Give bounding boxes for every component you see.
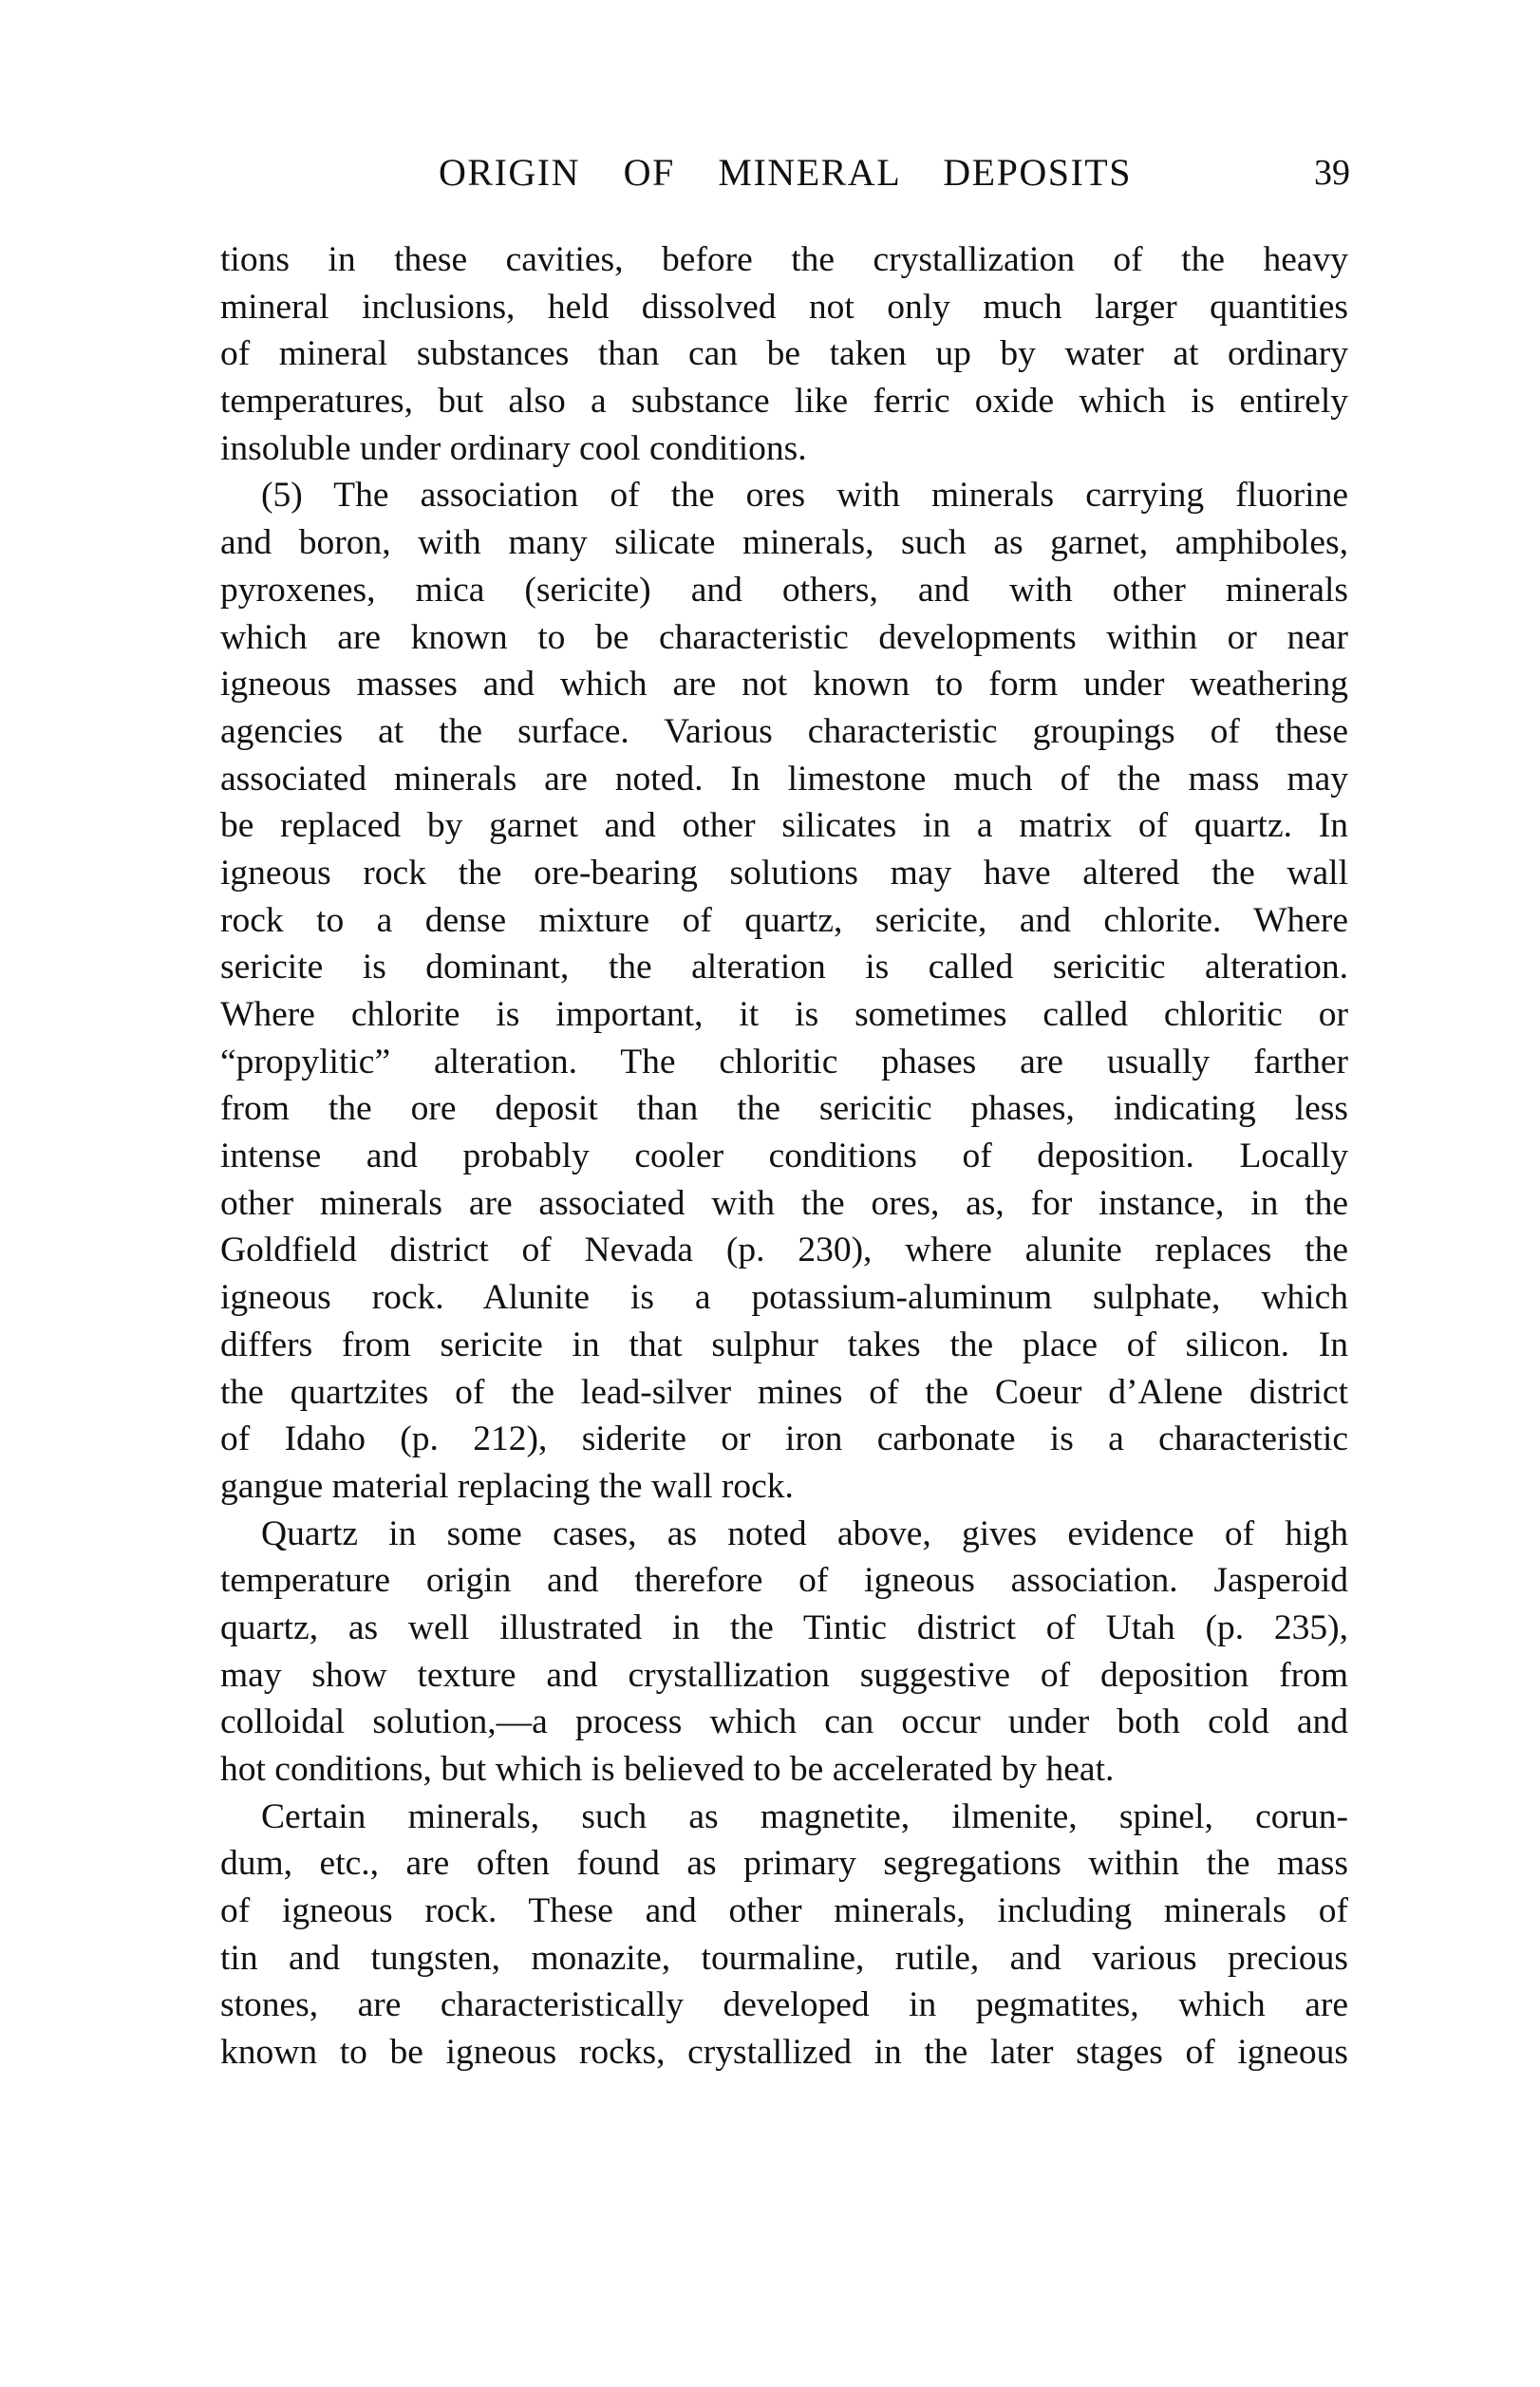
text-line: temperature origin and therefore of igneous association. Jasperoid xyxy=(220,1561,1348,1601)
text-line: Certain minerals, such as magnetite, ilmenite, spinel, corun- xyxy=(261,1796,1348,1836)
text-line: Quartz in some cases, as noted above, gives evidence of high xyxy=(261,1513,1348,1553)
text-line: igneous rock. Alunite is a potassium-aluminum sulphate, which xyxy=(220,1278,1348,1318)
text-line: “propylitic” alteration. The chloritic phases are usually farther xyxy=(220,1042,1348,1081)
text-line: (5) The association of the ores with minerals carrying fluorine xyxy=(261,476,1348,516)
text-line: hot conditions, but which is believed to be accelerated by heat. xyxy=(220,1750,1115,1789)
text-line: from the ore deposit than the sericitic phases, indicating less xyxy=(220,1089,1348,1129)
text-line: insoluble under ordinary cool conditions. xyxy=(220,428,807,468)
text-line: associated minerals are noted. In limestone much of the mass may xyxy=(220,759,1348,799)
text-line: be replaced by garnet and other silicates in a matrix of quartz. In xyxy=(220,806,1348,846)
text-line: mineral inclusions, held dissolved not only much larger quantities xyxy=(220,287,1348,327)
text-line: quartz, as well illustrated in the Tintic district of Utah (p. 235), xyxy=(220,1607,1348,1647)
text-line: differs from sericite in that sulphur takes the place of silicon. In xyxy=(220,1325,1348,1364)
text-line: temperatures, but also a substance like ferric oxide which is entirely xyxy=(220,382,1348,422)
text-line: stones, are characteristically developed in pegmatites, which are xyxy=(220,1985,1348,2025)
text-line: agencies at the surface. Various characteristic groupings of these xyxy=(220,711,1348,751)
body-text xyxy=(220,236,1348,2077)
text-line: other minerals are associated with the ores, as, for instance, in the xyxy=(220,1183,1348,1223)
text-line: colloidal solution,—a process which can occur under both cold and xyxy=(220,1702,1348,1742)
text-line: the quartzites of the lead-silver mines of the Coeur d’Alene district xyxy=(220,1372,1348,1412)
text-line: tions in these cavities, before the crystallization of the heavy xyxy=(220,240,1348,279)
text-line: tin and tungsten, monazite, tourmaline, rutile, and various precious xyxy=(220,1938,1348,1978)
text-line: igneous rock the ore-bearing solutions may have altered the wall xyxy=(220,853,1348,893)
paragraph xyxy=(220,1794,1348,2077)
text-line: igneous masses and which are not known to form under weathering xyxy=(220,665,1348,705)
text-line: may show texture and crystallization suggestive of deposition from xyxy=(220,1655,1348,1695)
paragraph xyxy=(220,472,1348,1510)
text-line: rock to a dense mixture of quartz, sericite, and chlorite. Where xyxy=(220,900,1348,940)
paragraph xyxy=(220,1511,1348,1794)
text-line: of igneous rock. These and other minerals, including minerals of xyxy=(220,1891,1348,1931)
text-line: of mineral substances than can be taken up by water at ordinary xyxy=(220,334,1348,374)
text-line: gangue material replacing the wall rock. xyxy=(220,1466,794,1506)
text-line: Goldfield district of Nevada (p. 230), where alunite replaces the xyxy=(220,1231,1348,1270)
text-line: intense and probably cooler conditions of deposition. Locally xyxy=(220,1137,1348,1176)
text-line: pyroxenes, mica (sericite) and others, and with other minerals xyxy=(220,570,1348,610)
page-number: 39 xyxy=(1314,153,1350,193)
text-line: Where chlorite is important, it is sometimes called chloritic or xyxy=(220,995,1348,1034)
text-line: dum, etc., are often found as primary segregations within the mass xyxy=(220,1844,1348,1884)
text-line: and boron, with many silicate minerals, such as garnet, amphiboles, xyxy=(220,523,1348,563)
text-line: known to be igneous rocks, crystallized in the later stages of igneous xyxy=(220,2033,1348,2073)
text-line: sericite is dominant, the alteration is called sericitic alteration. xyxy=(220,948,1348,987)
paragraph xyxy=(220,236,1348,472)
running-title: ORIGIN OF MINERAL DEPOSITS xyxy=(439,151,1132,194)
text-line: which are known to be characteristic developments within or near xyxy=(220,617,1348,657)
running-head xyxy=(439,152,1350,194)
text-line: of Idaho (p. 212), siderite or iron carbonate is a characteristic xyxy=(220,1419,1348,1459)
